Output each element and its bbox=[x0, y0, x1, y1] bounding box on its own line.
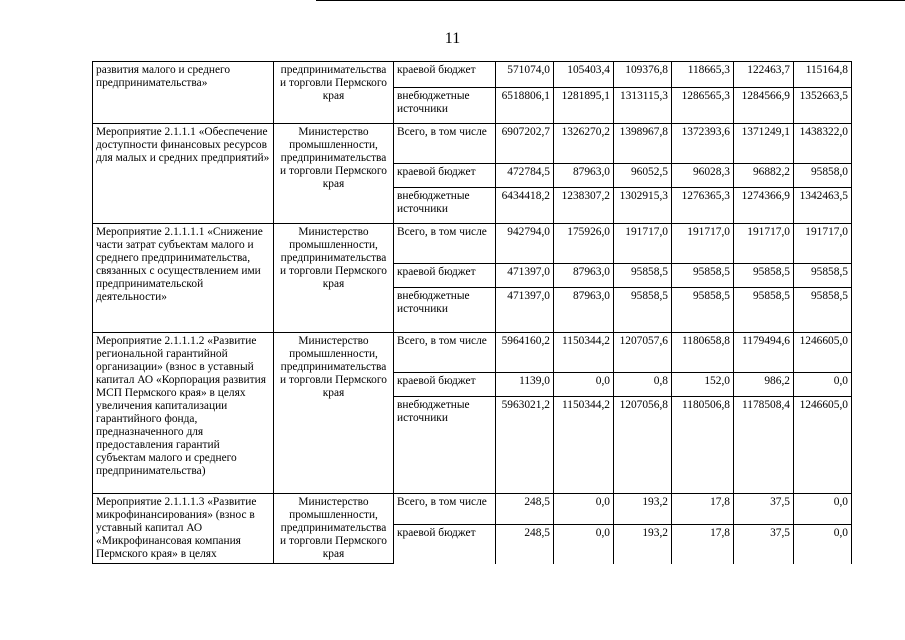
amount-cell: 0,8 bbox=[614, 373, 672, 397]
measure-name-cell: Мероприятие 2.1.1.1 «Обеспечение доступности финансовых ресурсов для малых и средних предприятий» bbox=[93, 124, 274, 224]
amount-cell: 472784,5 bbox=[496, 164, 554, 188]
amount-cell: 0,0 bbox=[554, 494, 614, 525]
amount-cell: 96028,3 bbox=[672, 164, 734, 188]
amount-cell: 95858,5 bbox=[614, 288, 672, 333]
amount-cell: 95858,5 bbox=[734, 288, 794, 333]
amount-cell: 1326270,2 bbox=[554, 124, 614, 164]
amount-cell: 1180506,8 bbox=[672, 397, 734, 494]
funding-source-cell: Всего, в том числе bbox=[394, 124, 496, 164]
table-row bbox=[93, 62, 852, 88]
amount-cell: 1178508,4 bbox=[734, 397, 794, 494]
amount-cell: 1207056,8 bbox=[614, 397, 672, 494]
funding-source-cell: внебюджетные источники bbox=[394, 88, 496, 124]
amount-cell: 1180658,8 bbox=[672, 333, 734, 373]
amount-cell: 1276365,3 bbox=[672, 188, 734, 224]
amount-cell: 1274366,9 bbox=[734, 188, 794, 224]
page-number: 11 bbox=[444, 30, 461, 47]
table-row bbox=[93, 494, 852, 525]
funding-source-cell: внебюджетные источники bbox=[394, 188, 496, 224]
amount-cell: 1246605,0 bbox=[794, 397, 852, 494]
funding-source-cell: краевой бюджет bbox=[394, 373, 496, 397]
table-row bbox=[93, 333, 852, 373]
table-row bbox=[93, 124, 852, 164]
funding-source-cell: Всего, в том числе bbox=[394, 494, 496, 525]
amount-cell: 248,5 bbox=[496, 524, 554, 563]
amount-cell: 191717,0 bbox=[734, 224, 794, 264]
amount-cell: 0,0 bbox=[794, 524, 852, 563]
budget-table bbox=[92, 61, 852, 564]
amount-cell: 0,0 bbox=[794, 494, 852, 525]
amount-cell: 191717,0 bbox=[672, 224, 734, 264]
amount-cell: 95858,0 bbox=[794, 164, 852, 188]
amount-cell: 1281895,1 bbox=[554, 88, 614, 124]
amount-cell: 95858,5 bbox=[672, 288, 734, 333]
executor-cell: предпринимательства и торговли Пермского края bbox=[274, 62, 394, 124]
amount-cell: 1238307,2 bbox=[554, 188, 614, 224]
amount-cell: 87963,0 bbox=[554, 264, 614, 288]
amount-cell: 1372393,6 bbox=[672, 124, 734, 164]
amount-cell: 5963021,2 bbox=[496, 397, 554, 494]
amount-cell: 1284566,9 bbox=[734, 88, 794, 124]
amount-cell: 87963,0 bbox=[554, 164, 614, 188]
amount-cell: 152,0 bbox=[672, 373, 734, 397]
amount-cell: 1352663,5 bbox=[794, 88, 852, 124]
amount-cell: 5964160,2 bbox=[496, 333, 554, 373]
executor-cell: Министерство промышленности, предпринимательства и торговли Пермского края bbox=[274, 224, 394, 333]
funding-source-cell: Всего, в том числе bbox=[394, 333, 496, 373]
amount-cell: 1150344,2 bbox=[554, 333, 614, 373]
amount-cell: 986,2 bbox=[734, 373, 794, 397]
amount-cell: 1313115,3 bbox=[614, 88, 672, 124]
amount-cell: 191717,0 bbox=[614, 224, 672, 264]
amount-cell: 471397,0 bbox=[496, 264, 554, 288]
funding-source-cell: краевой бюджет bbox=[394, 164, 496, 188]
executor-cell: Министерство промышленности, предпринимательства и торговли Пермского края bbox=[274, 333, 394, 494]
amount-cell: 37,5 bbox=[734, 524, 794, 563]
amount-cell: 105403,4 bbox=[554, 62, 614, 88]
amount-cell: 175926,0 bbox=[554, 224, 614, 264]
amount-cell: 95858,5 bbox=[794, 264, 852, 288]
top-rule bbox=[316, 0, 905, 1]
amount-cell: 1207057,6 bbox=[614, 333, 672, 373]
amount-cell: 87963,0 bbox=[554, 288, 614, 333]
amount-cell: 95858,5 bbox=[672, 264, 734, 288]
funding-source-cell: внебюджетные источники bbox=[394, 397, 496, 494]
amount-cell: 6907202,7 bbox=[496, 124, 554, 164]
funding-source-cell: краевой бюджет bbox=[394, 62, 496, 88]
measure-name-cell: Мероприятие 2.1.1.1.2 «Развитие региональной гарантийной организации» (взнос в уставный капитал АО «Корпорация развития МСП Пермского края» в целях увеличения капитализации гарантийного фонда, предназначенного для предоставления гарантий субъектам малого и среднего предпринимательства) bbox=[93, 333, 274, 494]
amount-cell: 122463,7 bbox=[734, 62, 794, 88]
amount-cell: 0,0 bbox=[794, 373, 852, 397]
amount-cell: 1342463,5 bbox=[794, 188, 852, 224]
amount-cell: 115164,8 bbox=[794, 62, 852, 88]
executor-cell: Министерство промышленности, предпринимательства и торговли Пермского края bbox=[274, 494, 394, 564]
amount-cell: 17,8 bbox=[672, 524, 734, 563]
amount-cell: 6434418,2 bbox=[496, 188, 554, 224]
amount-cell: 0,0 bbox=[554, 524, 614, 563]
amount-cell: 0,0 bbox=[554, 373, 614, 397]
amount-cell: 1150344,2 bbox=[554, 397, 614, 494]
amount-cell: 96052,5 bbox=[614, 164, 672, 188]
amount-cell: 17,8 bbox=[672, 494, 734, 525]
executor-cell: Министерство промышленности, предпринимательства и торговли Пермского края bbox=[274, 124, 394, 224]
amount-cell: 95858,5 bbox=[614, 264, 672, 288]
measure-name-cell: развития малого и среднего предпринимательства» bbox=[93, 62, 274, 124]
amount-cell: 248,5 bbox=[496, 494, 554, 525]
amount-cell: 1139,0 bbox=[496, 373, 554, 397]
amount-cell: 1302915,3 bbox=[614, 188, 672, 224]
funding-source-cell: Всего, в том числе bbox=[394, 224, 496, 264]
measure-name-cell: Мероприятие 2.1.1.1.1 «Снижение части затрат субъектам малого и среднего предпринимательства, связанных с осуществлением ими предпринимательской деятельности» bbox=[93, 224, 274, 333]
amount-cell: 1398967,8 bbox=[614, 124, 672, 164]
amount-cell: 1179494,6 bbox=[734, 333, 794, 373]
amount-cell: 96882,2 bbox=[734, 164, 794, 188]
amount-cell: 1286565,3 bbox=[672, 88, 734, 124]
amount-cell: 942794,0 bbox=[496, 224, 554, 264]
amount-cell: 37,5 bbox=[734, 494, 794, 525]
table-row bbox=[93, 224, 852, 264]
amount-cell: 109376,8 bbox=[614, 62, 672, 88]
amount-cell: 95858,5 bbox=[734, 264, 794, 288]
amount-cell: 191717,0 bbox=[794, 224, 852, 264]
amount-cell: 193,2 bbox=[614, 524, 672, 563]
funding-source-cell: краевой бюджет bbox=[394, 264, 496, 288]
amount-cell: 193,2 bbox=[614, 494, 672, 525]
funding-source-cell: краевой бюджет bbox=[394, 524, 496, 563]
amount-cell: 571074,0 bbox=[496, 62, 554, 88]
measure-name-cell: Мероприятие 2.1.1.1.3 «Развитие микрофинансирования» (взнос в уставный капитал АО «Микрофинансовая компания Пермского края» в целях bbox=[93, 494, 274, 564]
amount-cell: 6518806,1 bbox=[496, 88, 554, 124]
amount-cell: 118665,3 bbox=[672, 62, 734, 88]
amount-cell: 1438322,0 bbox=[794, 124, 852, 164]
amount-cell: 471397,0 bbox=[496, 288, 554, 333]
amount-cell: 1246605,0 bbox=[794, 333, 852, 373]
funding-source-cell: внебюджетные источники bbox=[394, 288, 496, 333]
amount-cell: 95858,5 bbox=[794, 288, 852, 333]
amount-cell: 1371249,1 bbox=[734, 124, 794, 164]
